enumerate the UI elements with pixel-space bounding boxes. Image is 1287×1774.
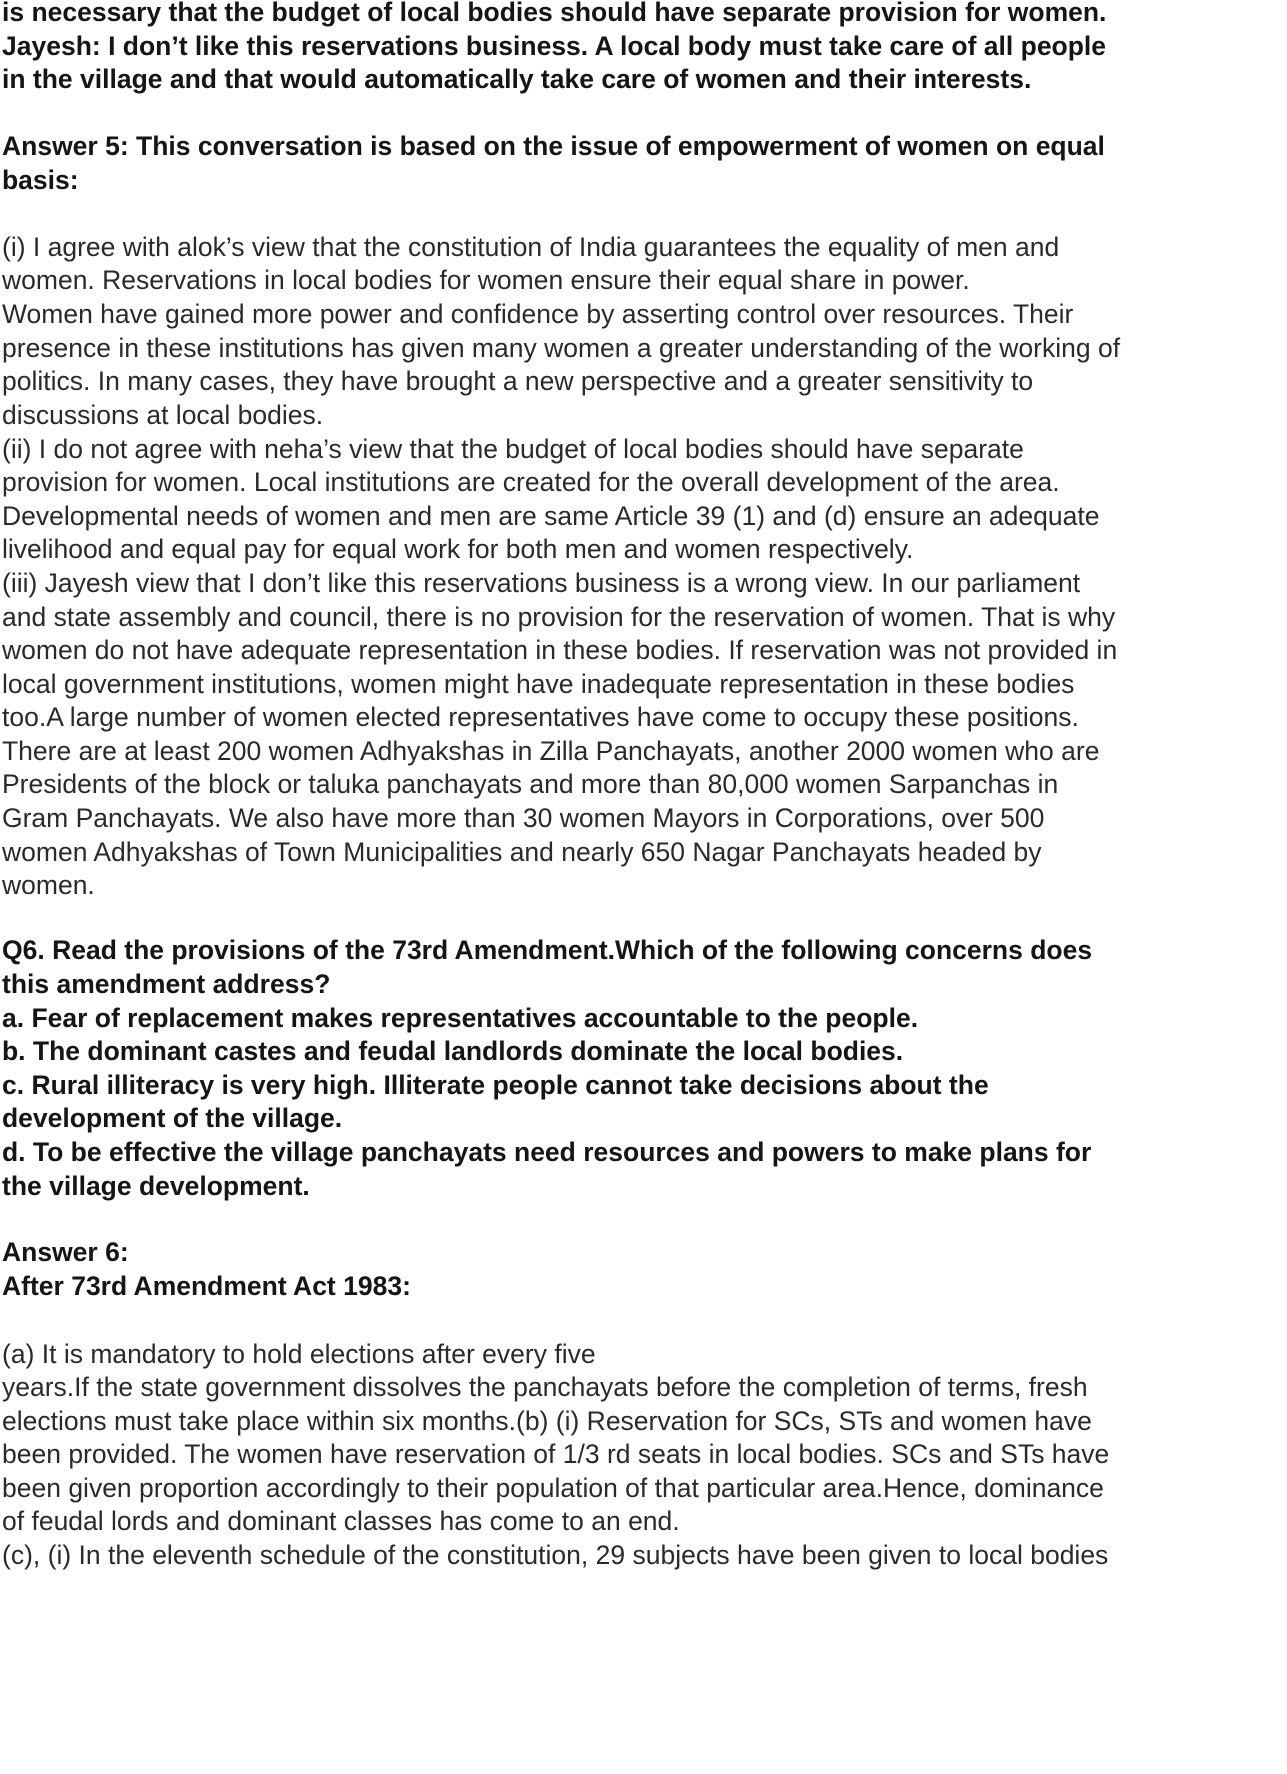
answer-heading: After 73rd Amendment Act 1983: xyxy=(2,1271,411,1301)
text-line: local government institutions, women might have inadequate representation in these bodies xyxy=(2,669,1075,699)
text-line: been provided. The women have reservation of 1/3 rd seats in local bodies. SCs and STs have xyxy=(2,1439,1110,1469)
text-line: provision for women. Local institutions are created for the overall development of the area. xyxy=(2,467,1060,497)
text-line: Women have gained more power and confidence by asserting control over resources. Their xyxy=(2,299,1074,329)
text-line: in the village and that would automatically take care of women and their interests. xyxy=(2,64,1032,94)
text-line: too.A large number of women elected representatives have come to occupy these positions. xyxy=(2,702,1079,732)
answer-heading: Answer 5: This conversation is based on the issue of empowerment of women on equal xyxy=(2,131,1105,161)
question-option: development of the village. xyxy=(2,1103,343,1133)
question-option: c. Rural illiteracy is very high. Illiterate people cannot take decisions about the xyxy=(2,1070,989,1100)
answer-heading: basis: xyxy=(2,165,79,195)
text-line: politics. In many cases, they have brought a new perspective and a greater sensitivity to xyxy=(2,366,1034,396)
text-line: (iii) Jayesh view that I don’t like this reservations business is a wrong view. In our parliament xyxy=(2,568,1081,598)
text-line: women Adhyakshas of Town Municipalities and nearly 650 Nagar Panchayats headed by xyxy=(2,837,1042,867)
text-line: women. Reservations in local bodies for women ensure their equal share in power. xyxy=(2,265,970,295)
text-line: (c), (i) In the eleventh schedule of the constitution, 29 subjects have been given to local bodies xyxy=(2,1540,1109,1570)
text-line: presence in these institutions has given many women a greater understanding of the working of xyxy=(2,333,1121,363)
text-line: women. xyxy=(2,870,95,900)
text-line: discussions at local bodies. xyxy=(2,400,324,430)
text-line: livelihood and equal pay for equal work for both men and women respectively. xyxy=(2,534,914,564)
question-option: b. The dominant castes and feudal landlords dominate the local bodies. xyxy=(2,1036,904,1066)
text-line: Presidents of the block or taluka panchayats and more than 80,000 women Sarpanchas in xyxy=(2,769,1059,799)
question-option: a. Fear of replacement makes representatives accountable to the people. xyxy=(2,1003,919,1033)
text-line: and state assembly and council, there is no provision for the reservation of women. That is why xyxy=(2,602,1116,632)
text-line: (i) I agree with alok’s view that the constitution of India guarantees the equality of men and xyxy=(2,232,1060,262)
text-line: Gram Panchayats. We also have more than 30 women Mayors in Corporations, over 500 xyxy=(2,803,1045,833)
question-option: d. To be effective the village panchayats need resources and powers to make plans for xyxy=(2,1137,1092,1167)
text-line: of feudal lords and dominant classes has come to an end. xyxy=(2,1506,680,1536)
text-line: been given proportion accordingly to their population of that particular area.Hence, dominance xyxy=(2,1473,1104,1503)
text-line: women do not have adequate representation in these bodies. If reservation was not provided in xyxy=(2,635,1118,665)
question-option: the village development. xyxy=(2,1171,310,1201)
text-line: is necessary that the budget of local bodies should have separate provision for women. xyxy=(2,0,1107,27)
text-line: (ii) I do not agree with neha’s view that the budget of local bodies should have separate xyxy=(2,434,1024,464)
question-line: Q6. Read the provisions of the 73rd Amendment.Which of the following concerns does xyxy=(2,935,1093,965)
text-line: Developmental needs of women and men are same Article 39 (1) and (d) ensure an adequate xyxy=(2,501,1100,531)
text-line: (a) It is mandatory to hold elections after every five xyxy=(2,1339,596,1369)
text-line: There are at least 200 women Adhyakshas in Zilla Panchayats, another 2000 women who are xyxy=(2,736,1100,766)
text-line: elections must take place within six months.(b) (i) Reservation for SCs, STs and women have xyxy=(2,1406,1092,1436)
answer-heading: Answer 6: xyxy=(2,1237,129,1267)
text-line: Jayesh: I don’t like this reservations business. A local body must take care of all people xyxy=(2,31,1107,61)
text-line: years.If the state government dissolves the panchayats before the completion of terms, fresh xyxy=(2,1372,1088,1402)
question-line: this amendment address? xyxy=(2,969,331,999)
